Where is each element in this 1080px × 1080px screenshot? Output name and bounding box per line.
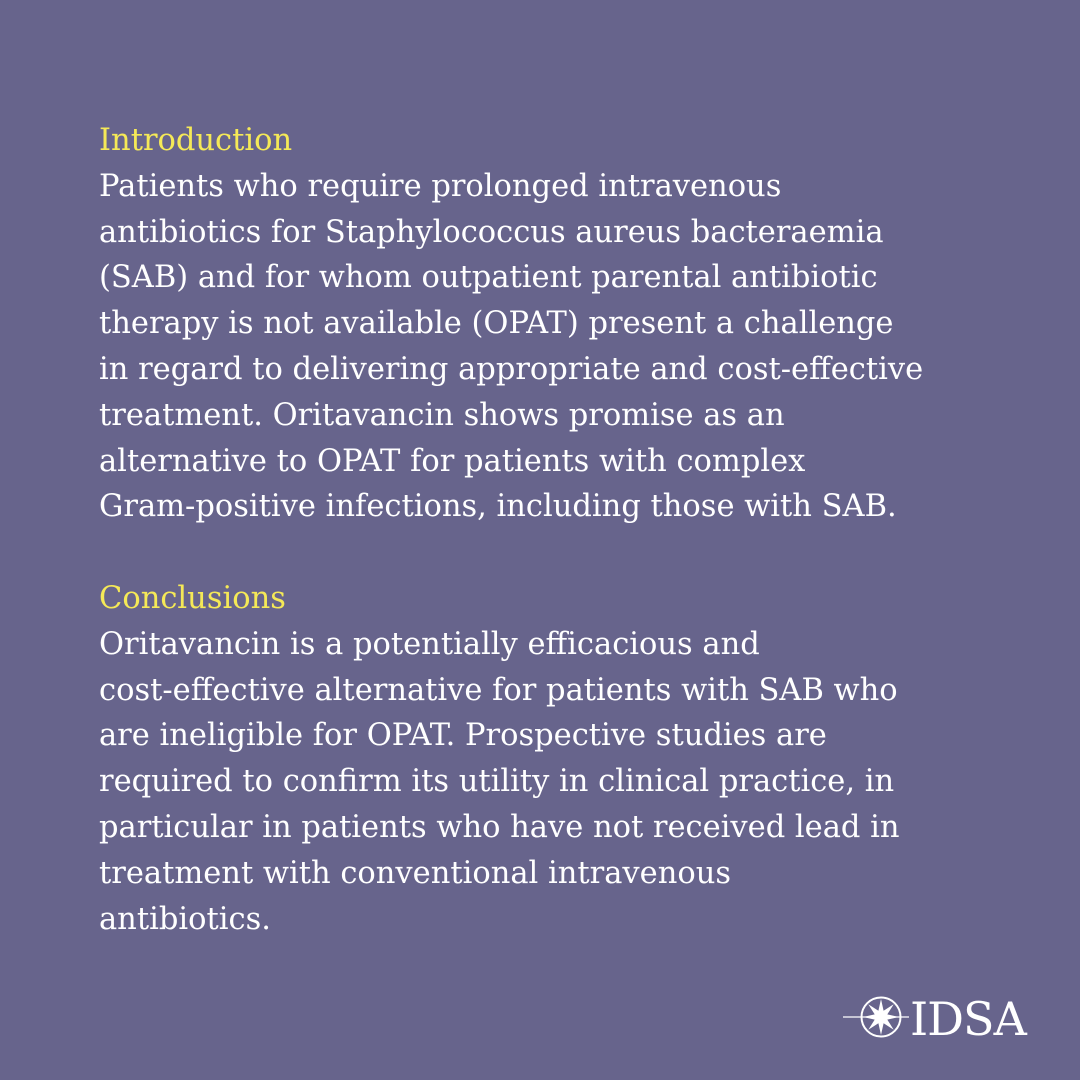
section-introduction <box>99 118 999 530</box>
logo-wordmark: IDSA <box>910 992 1026 1046</box>
section-heading-conclusions: Conclusions <box>99 580 286 616</box>
body-line: in regard to delivering appropriate and cost-effective <box>99 351 924 387</box>
body-line: cost-effective alternative for patients with SAB who <box>99 672 898 708</box>
body-line: treatment with conventional intravenous <box>99 855 732 891</box>
body-line: are ineligible for OPAT. Prospective studies are <box>99 718 827 754</box>
body-line: required to confirm its utility in clinical practice, in <box>99 764 895 800</box>
body-line: alternative to OPAT for patients with complex <box>99 443 806 479</box>
section-body-conclusions <box>99 622 999 943</box>
abstract-content <box>99 118 999 942</box>
body-line: (SAB) and for whom outpatient parental antibiotic <box>99 260 878 296</box>
body-line: Patients who require prolonged intravenous <box>99 168 782 204</box>
body-line: Gram-positive infections, including those with SAB. <box>99 489 897 525</box>
body-line: treatment. Oritavancin shows promise as an <box>99 397 785 433</box>
section-conclusions <box>99 576 999 942</box>
section-heading-introduction: Introduction <box>99 123 293 158</box>
body-line: particular in patients who have not received lead in <box>99 809 900 845</box>
star-burst-icon <box>843 991 909 1048</box>
section-body-introduction <box>99 164 999 530</box>
body-line: therapy is not available (OPAT) present a challenge <box>99 306 894 342</box>
body-line: antibiotics. <box>99 901 271 937</box>
body-line: antibiotics for Staphylococcus aureus bacteraemia <box>99 214 884 250</box>
body-line: Oritavancin is a potentially efficacious and <box>99 626 760 662</box>
idsa-logo <box>843 993 1043 1045</box>
